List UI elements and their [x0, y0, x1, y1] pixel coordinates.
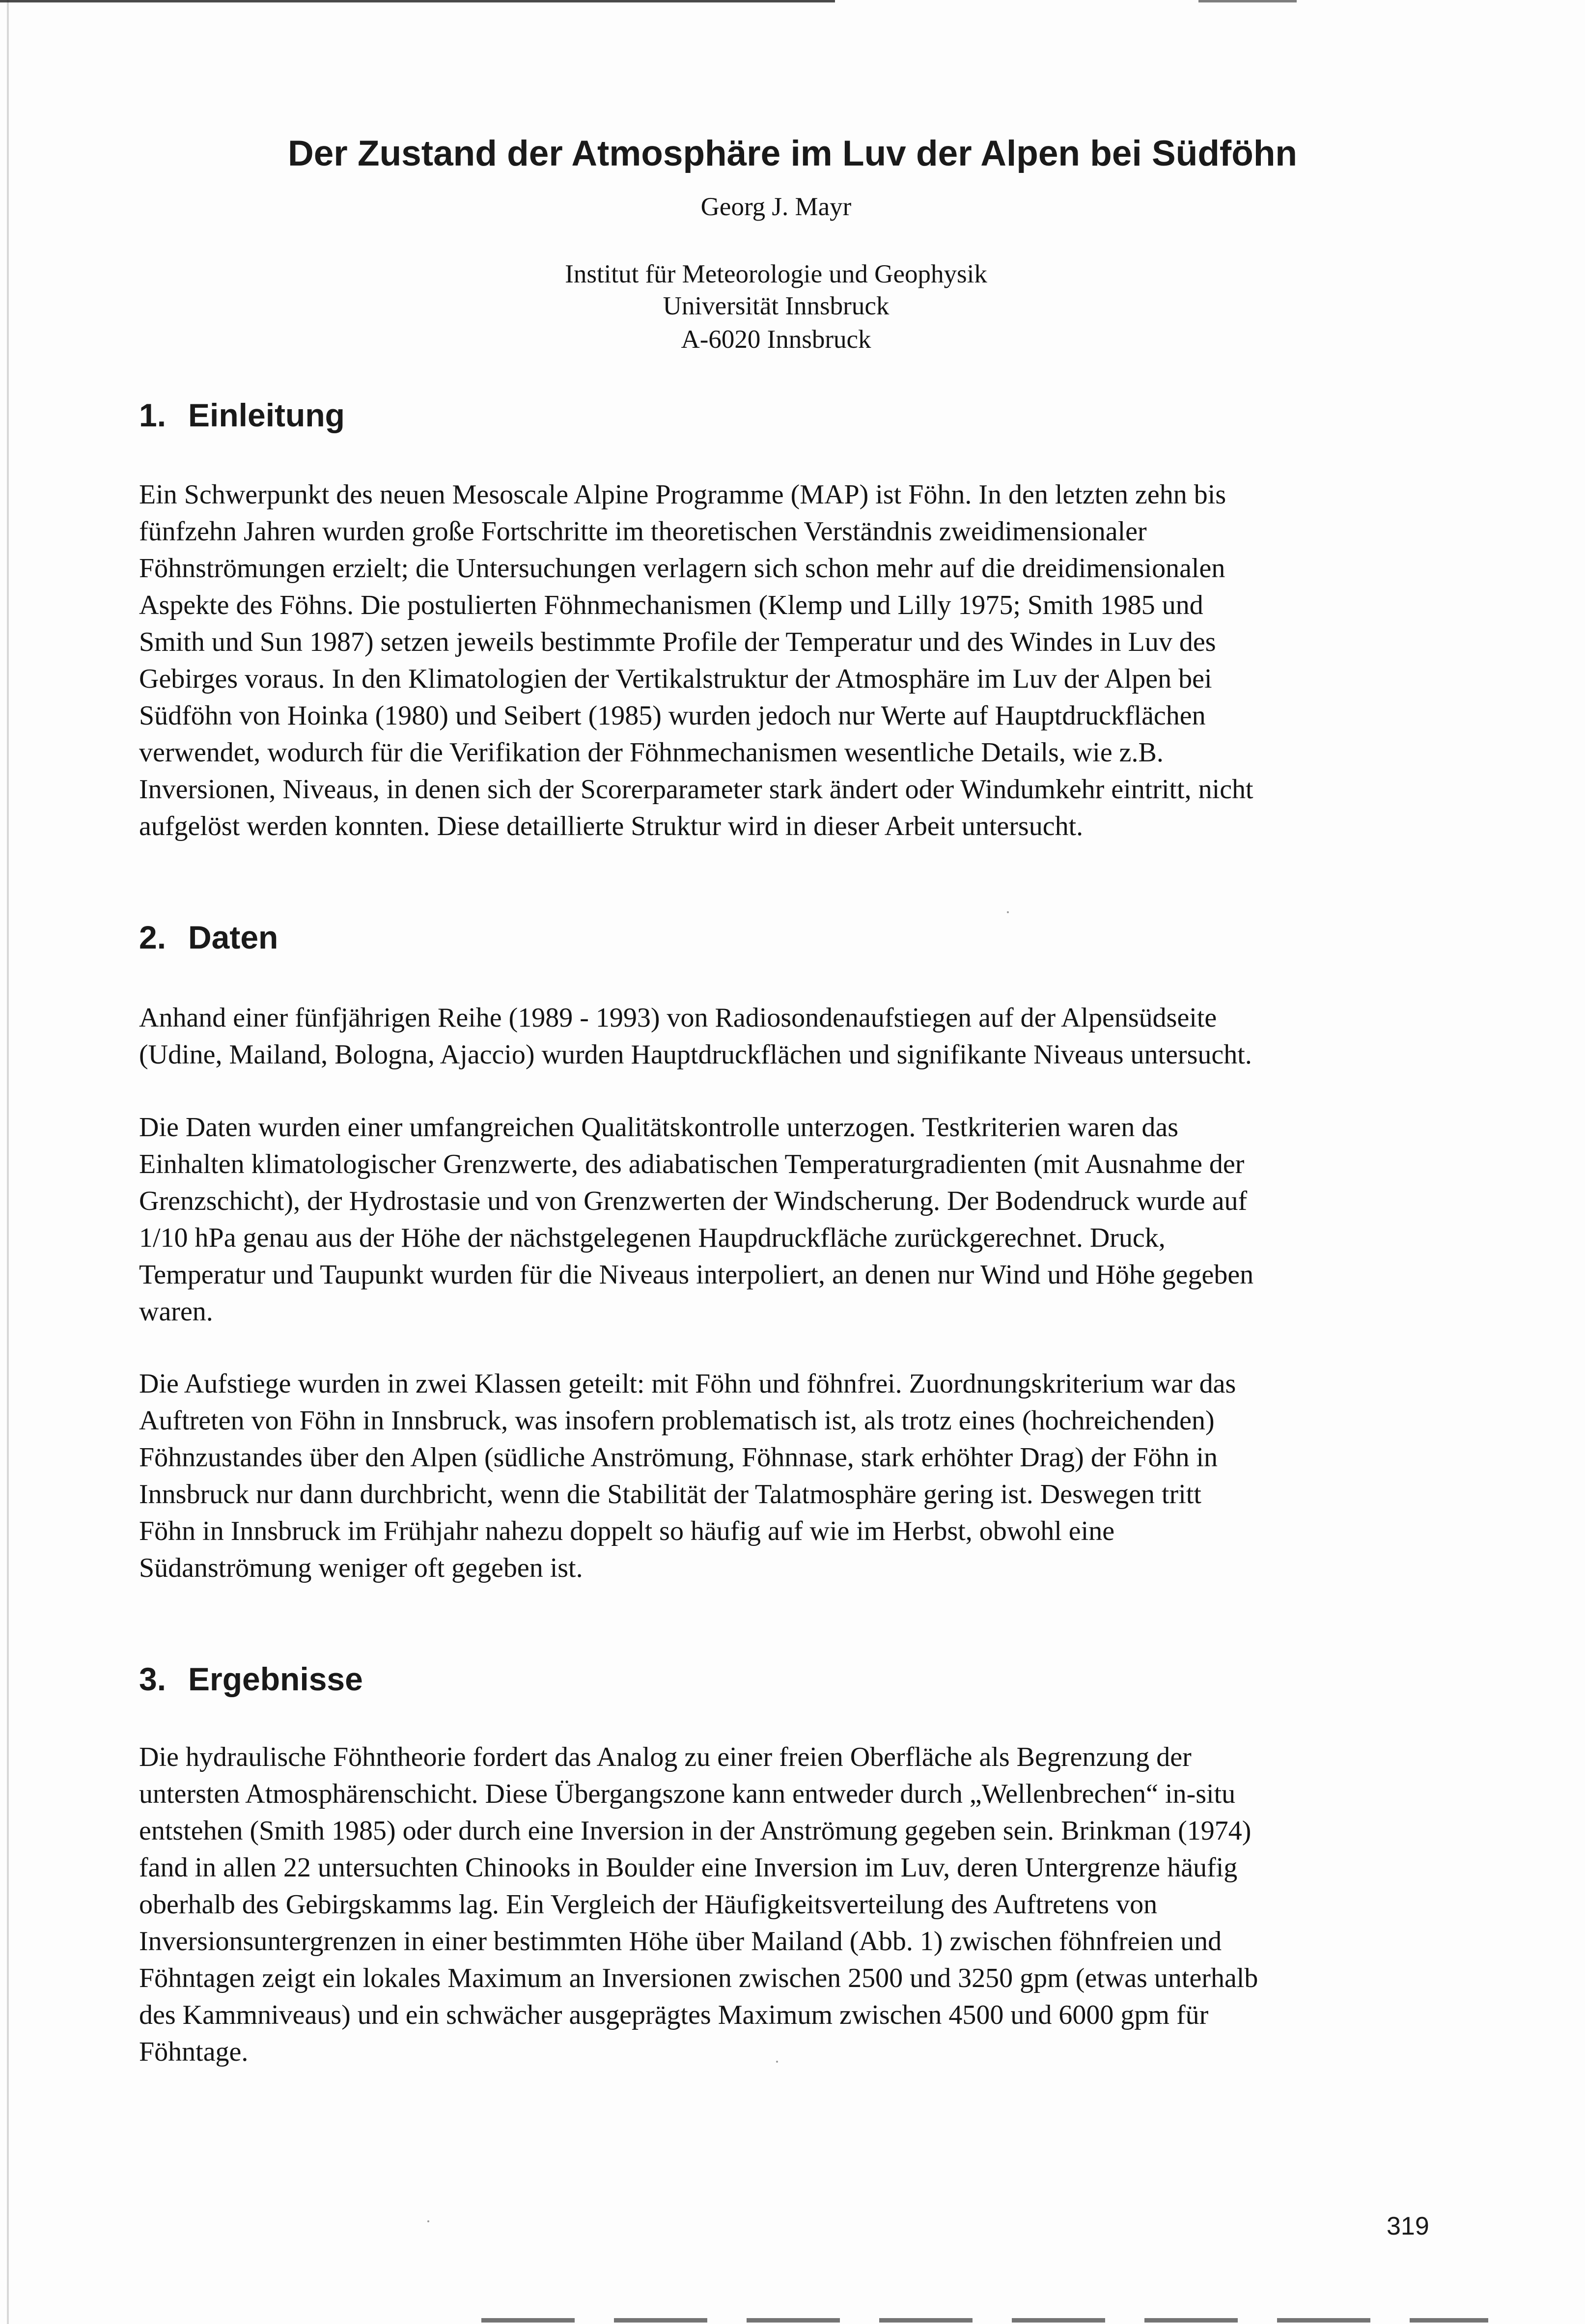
affiliation-line-2: Universität Innsbruck: [663, 292, 890, 320]
text-line: Gebirges voraus. In den Klimatologien der Vertikalstruktur der Atmosphäre im Luv der Alpen bei: [139, 664, 1212, 694]
scan-top-edge-rule-right: [1198, 0, 1297, 2]
text-line: Föhntagen zeigt ein lokales Maximum an Inversionen zwischen 2500 und 3250 gpm (etwas unterhalb: [139, 1963, 1258, 1993]
text-line: waren.: [139, 1296, 213, 1327]
text-line: entstehen (Smith 1985) oder durch eine Inversion in der Anströmung gegeben sein. Brinkman (1974): [139, 1816, 1251, 1846]
text-line: Smith und Sun 1987) setzen jeweils bestimmte Profile der Temperatur und des Windes in Luv des: [139, 627, 1216, 657]
section-title: Daten: [188, 919, 278, 955]
text-line: fünfzehn Jahren wurden große Fortschritte im theoretischen Verständnis zweidimensionaler: [139, 516, 1147, 547]
section-title: Einleitung: [188, 397, 345, 433]
paragraph-ergebnisse: [139, 1739, 1455, 2071]
section-heading-ergebnisse: [139, 1659, 363, 1699]
affiliation-line-1: Institut für Meteorologie und Geophysik: [565, 260, 987, 288]
text-line: Föhnströmungen erzielt; die Untersuchungen verlagern sich schon mehr auf die dreidimensionalen: [139, 553, 1225, 584]
scan-bottom-edge-rule: [481, 2318, 1488, 2323]
text-line: oberhalb des Gebirgskamms lag. Ein Vergleich der Häufigkeitsverteilung des Auftretens von: [139, 1889, 1158, 1920]
text-line: Inversionen, Niveaus, in denen sich der Scorerparameter stark ändert oder Windumkehr eintritt, nicht: [139, 774, 1253, 805]
text-line: Innsbruck nur dann durchbricht, wenn die Stabilität der Talatmosphäre gering ist. Deswegen tritt: [139, 1479, 1201, 1510]
text-line: Südanströmung weniger oft gegeben ist.: [139, 1553, 583, 1583]
text-line: Einhalten klimatologischer Grenzwerte, des adiabatischen Temperaturgradienten (mit Ausnahme der: [139, 1149, 1245, 1179]
text-line: Die Aufstiege wurden in zwei Klassen geteilt: mit Föhn und föhnfrei. Zuordnungskriterium war das: [139, 1369, 1236, 1399]
text-line: untersten Atmosphärenschicht. Diese Übergangszone kann entweder durch „Wellenbrechen“ in-situ: [139, 1779, 1236, 1809]
scan-speck: [776, 2061, 778, 2063]
section-number: 2.: [139, 919, 167, 955]
section-number: 3.: [139, 1661, 167, 1697]
affiliation-line-3: A-6020 Innsbruck: [681, 325, 871, 354]
text-line: Die hydraulische Föhntheorie fordert das Analog zu einer freien Oberfläche als Begrenzung der: [139, 1742, 1192, 1772]
text-line: Anhand einer fünfjährigen Reihe (1989 - 1993) von Radiosondenaufstiegen auf der Alpensüdseite: [139, 1003, 1217, 1033]
text-line: 1/10 hPa genau aus der Höhe der nächstgelegenen Haupdruckfläche zurückgerechnet. Druck,: [139, 1223, 1166, 1253]
text-line: Aspekte des Föhns. Die postulierten Föhnmechanismen (Klemp und Lilly 1975; Smith 1985 und: [139, 590, 1203, 620]
paragraph-daten-2: [139, 1109, 1455, 1330]
section-number: 1.: [139, 397, 167, 433]
text-line: verwendet, wodurch für die Verifikation der Föhnmechanismen wesentliche Details, wie z.B.: [139, 737, 1164, 768]
text-line: Grenzschicht), der Hydrostasie und von Grenzwerten der Windscherung. Der Bodendruck wurde auf: [139, 1186, 1248, 1216]
text-line: Die Daten wurden einer umfangreichen Qualitätskontrolle unterzogen. Testkriterien waren das: [139, 1112, 1179, 1143]
scan-top-edge-rule: [0, 0, 835, 2]
text-line: Inversionsuntergrenzen in einer bestimmten Höhe über Mailand (Abb. 1) zwischen föhnfreien und: [139, 1926, 1222, 1957]
scan-speck: [1007, 911, 1009, 913]
paper-title: Der Zustand der Atmosphäre im Luv der Alpen bei Südföhn: [287, 134, 1297, 173]
text-line: fand in allen 22 untersuchten Chinooks in Boulder eine Inversion im Luv, deren Untergrenze häufig: [139, 1852, 1238, 1883]
text-line: Föhn in Innsbruck im Frühjahr nahezu doppelt so häufig auf wie im Herbst, obwohl eine: [139, 1516, 1115, 1546]
text-line: aufgelöst werden konnten. Diese detaillierte Struktur wird in dieser Arbeit untersucht.: [139, 811, 1084, 841]
section-heading-daten: [139, 918, 278, 957]
section-heading-einleitung: [139, 395, 345, 435]
text-line: Ein Schwerpunkt des neuen Mesoscale Alpine Programme (MAP) ist Föhn. In den letzten zehn bis: [139, 479, 1226, 510]
page-number: 319: [1387, 2212, 1429, 2240]
paragraph-daten-1: [139, 1000, 1455, 1073]
text-line: Südföhn von Hoinka (1980) und Seibert (1985) wurden jedoch nur Werte auf Hauptdruckflächen: [139, 700, 1206, 731]
text-line: Auftreten von Föhn in Innsbruck, was insofern problematisch ist, als trotz eines (hochreichenden): [139, 1405, 1215, 1436]
paragraph-einleitung: [139, 476, 1455, 845]
text-line: (Udine, Mailand, Bologna, Ajaccio) wurden Hauptdruckflächen und signifikante Niveaus untersucht.: [139, 1039, 1252, 1070]
section-title: Ergebnisse: [188, 1661, 363, 1697]
author-name: Georg J. Mayr: [700, 193, 852, 221]
scan-speck: [427, 2220, 429, 2222]
text-line: Föhnzustandes über den Alpen (südliche Anströmung, Föhnnase, stark erhöhter Drag) der Föhn in: [139, 1442, 1218, 1473]
paragraph-daten-3: [139, 1366, 1455, 1587]
text-line: Föhntage.: [139, 2037, 249, 2067]
text-line: des Kammniveaus) und ein schwächer ausgeprägtes Maximum zwischen 4500 und 6000 gpm für: [139, 2000, 1209, 2030]
text-line: Temperatur und Taupunkt wurden für die Niveaus interpoliert, an denen nur Wind und Höhe gegeben: [139, 1260, 1254, 1290]
